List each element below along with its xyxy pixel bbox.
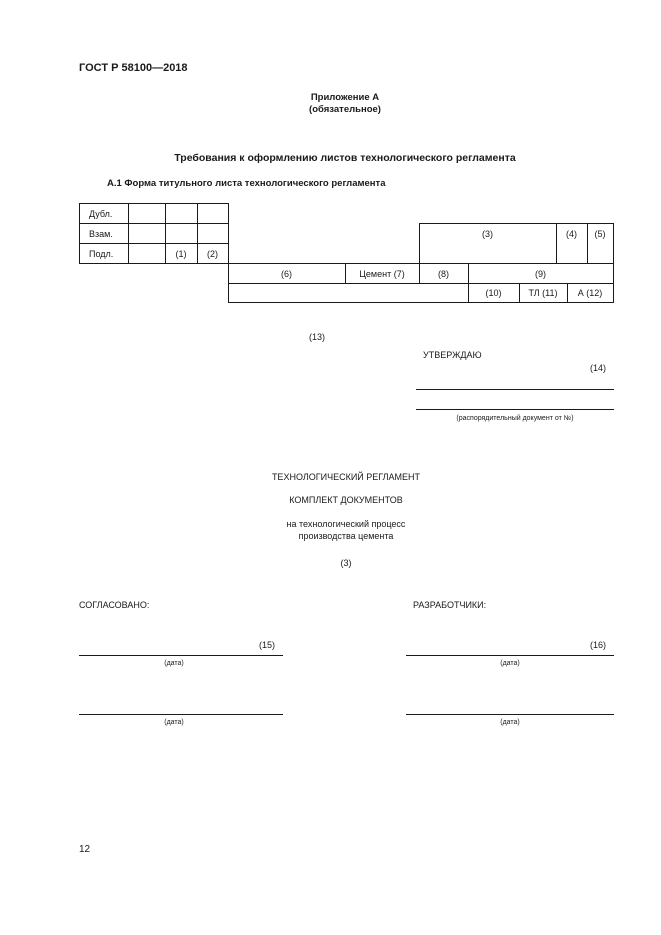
field-15: (15) <box>259 640 276 650</box>
section-title: Требования к оформлению листов технологического регламента <box>174 152 516 164</box>
signature-line <box>79 714 283 715</box>
page-number: 12 <box>79 844 91 855</box>
table-line <box>128 203 129 263</box>
agreed-label: СОГЛАСОВАНО: <box>79 600 150 610</box>
signature-line <box>416 409 614 410</box>
doc-set-title: КОМПЛЕКТ ДОКУМЕНТОВ <box>289 495 403 505</box>
field-7-cement: Цемент (7) <box>359 268 405 279</box>
process-line-2: производства цемента <box>298 531 394 541</box>
date-label: (дата) <box>164 719 184 726</box>
subsection-title: А.1 Форма титульного листа технологического регламента <box>107 178 386 189</box>
field-5: (5) <box>594 229 606 239</box>
appendix-status: (обязательное) <box>309 104 381 115</box>
approve-note: (распорядительный документ от №) <box>456 415 574 422</box>
signature-line <box>406 714 614 715</box>
field-4: (4) <box>566 229 577 239</box>
field-8: (8) <box>438 268 449 279</box>
field-1: (1) <box>175 248 187 259</box>
field-9: (9) <box>535 268 546 279</box>
doc-type-title: ТЕХНОЛОГИЧЕСКИЙ РЕГЛАМЕНТ <box>271 472 421 482</box>
developers-label: РАЗРАБОТЧИКИ: <box>413 600 487 610</box>
field-16: (16) <box>590 640 607 650</box>
signature-line <box>416 389 614 390</box>
appendix-title: Приложение А <box>310 92 380 103</box>
field-14: (14) <box>590 363 607 373</box>
row-label-vzam: Взам. <box>89 228 113 239</box>
signature-line <box>79 655 283 656</box>
row-label-podl: Подл. <box>89 248 114 259</box>
signature-line <box>406 655 614 656</box>
document-header: ГОСТ Р 58100—2018 <box>79 62 188 74</box>
process-line-1: на технологический процесс <box>286 519 406 529</box>
table-line <box>613 223 614 303</box>
field-6: (6) <box>281 268 292 279</box>
date-label: (дата) <box>500 719 520 726</box>
date-label: (дата) <box>500 660 520 667</box>
field-3-center: (3) <box>340 558 352 568</box>
field-10: (10) <box>485 288 502 298</box>
field-11-tl: ТЛ (11) <box>528 288 558 298</box>
table-line <box>228 302 614 303</box>
field-12-a: А (12) <box>577 288 603 298</box>
approve-label: УТВЕРЖДАЮ <box>423 350 482 360</box>
field-2: (2) <box>207 248 218 259</box>
field-3: (3) <box>482 229 493 239</box>
date-label: (дата) <box>164 660 184 667</box>
field-13: (13) <box>309 332 326 342</box>
table-line <box>228 203 229 303</box>
row-label-dubl: Дубл. <box>89 208 113 219</box>
